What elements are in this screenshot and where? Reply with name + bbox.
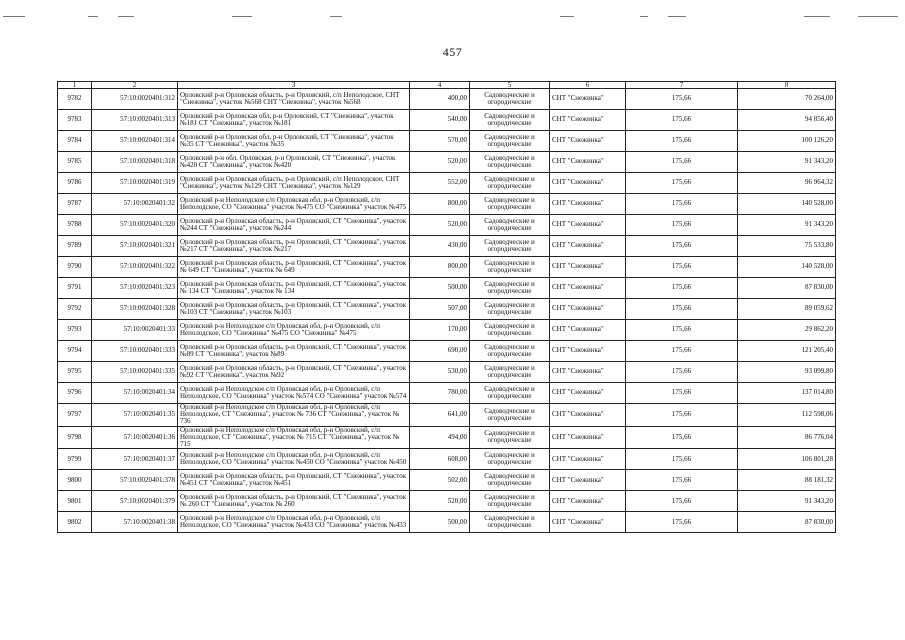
organization-cell: СНТ "Снежинка" bbox=[550, 470, 626, 491]
plot-address-cell: Орловский р-н Орловская область, р-н Орловский, СТ "Снежинка", участок №217 СТ "Снежинка", участок №217 bbox=[178, 236, 410, 257]
cadastral-number-cell: 57:10:0020401:35 bbox=[92, 404, 178, 427]
plot-area-cell: 800,00 bbox=[410, 257, 470, 278]
land-use-cell: Садоводческие и огородические bbox=[470, 131, 550, 152]
cadastral-value-cell: 137 014,80 bbox=[738, 383, 836, 404]
organization-cell: СНТ "Снежинка" bbox=[550, 236, 626, 257]
plot-address-cell: Орловский р-н Орловская область, р-н Орловский, СТ "Снежинка", участок № 649 СТ "Снежинка", участок № 649 bbox=[178, 257, 410, 278]
cadastral-value-cell: 93 099,80 bbox=[738, 362, 836, 383]
cadastral-value-cell: 96 964,32 bbox=[738, 173, 836, 194]
cadastral-value-cell: 106 801,28 bbox=[738, 449, 836, 470]
organization-cell: СНТ "Снежинка" bbox=[550, 320, 626, 341]
unit-price-cell: 175,66 bbox=[626, 173, 738, 194]
unit-price-cell: 175,66 bbox=[626, 341, 738, 362]
cadastral-value-cell: 121 205,40 bbox=[738, 341, 836, 362]
unit-price-cell: 175,66 bbox=[626, 278, 738, 299]
cadastral-value-cell: 86 776,04 bbox=[738, 426, 836, 449]
column-header: 8 bbox=[738, 82, 836, 89]
land-use-cell: Садоводческие и огородические bbox=[470, 491, 550, 512]
column-number-row bbox=[58, 82, 836, 89]
plot-area-cell: 780,00 bbox=[410, 383, 470, 404]
land-use-cell: Садоводческие и огородические bbox=[470, 362, 550, 383]
land-plots-table bbox=[57, 81, 836, 533]
plot-address-cell: Орловский р-н Орловская область, р-н Орловский, СТ "Снежинка", участок № 260 СТ "Снежинка", участок № 260 bbox=[178, 491, 410, 512]
plot-area-cell: 430,00 bbox=[410, 236, 470, 257]
unit-price-cell: 175,66 bbox=[626, 449, 738, 470]
unit-price-cell: 175,66 bbox=[626, 194, 738, 215]
organization-cell: СНТ "Снежинка" bbox=[550, 449, 626, 470]
cadastral-value-cell: 94 856,40 bbox=[738, 110, 836, 131]
cadastral-value-cell: 89 059,62 bbox=[738, 299, 836, 320]
unit-price-cell: 175,66 bbox=[626, 110, 738, 131]
plot-address-cell: Орловский р-н Неполодское с/п Орловская обл, р-н Орловский, с/п Неполодское, СТ "Снежинка", участок № 715 СТ "Снежинка", участок № 715 bbox=[178, 426, 410, 449]
row-number-cell: 9782 bbox=[58, 89, 92, 110]
row-number-cell: 9795 bbox=[58, 362, 92, 383]
cadastral-number-cell: 57:10:0020401:323 bbox=[92, 278, 178, 299]
plot-address-cell: Орловский р-н Орловская область, р-н Орловский, с/п Неполодское, СНТ "Снежинка", участок №129 СНТ "Снежинка", участок №129 bbox=[178, 173, 410, 194]
cadastral-value-cell: 91 343,20 bbox=[738, 491, 836, 512]
row-number-cell: 9787 bbox=[58, 194, 92, 215]
table-row bbox=[58, 320, 836, 341]
plot-address-cell: Орловский р-н Орловская область, р-н Орловский, СТ "Снежинка", участок №89 СТ "Снежинка", участок №89 bbox=[178, 341, 410, 362]
plot-area-cell: 520,00 bbox=[410, 152, 470, 173]
cadastral-number-cell: 57:10:0020401:335 bbox=[92, 362, 178, 383]
plot-area-cell: 494,00 bbox=[410, 426, 470, 449]
organization-cell: СНТ "Снежинка" bbox=[550, 404, 626, 427]
plot-area-cell: 690,00 bbox=[410, 341, 470, 362]
cadastral-value-cell: 29 862,20 bbox=[738, 320, 836, 341]
plot-area-cell: 552,00 bbox=[410, 173, 470, 194]
organization-cell: СНТ "Снежинка" bbox=[550, 131, 626, 152]
cadastral-number-cell: 57:10:0020401:312 bbox=[92, 89, 178, 110]
cadastral-value-cell: 91 343,20 bbox=[738, 152, 836, 173]
plot-address-cell: Орловский р-н Орловская область, р-н Орловский, СТ "Снежинка", участок №244 СТ "Снежинка", участок №244 bbox=[178, 215, 410, 236]
plot-address-cell: Орловский р-н Орловская область, р-н Орловский, СТ "Снежинка", участок №92 СТ "Снежинка", участок №92 bbox=[178, 362, 410, 383]
table-row bbox=[58, 194, 836, 215]
land-use-cell: Садоводческие и огородические bbox=[470, 470, 550, 491]
plot-address-cell: Орловский р-н Неполодское с/п Орловская обл, р-н Орловский, с/п Неполодское, СО "Снежинка" участок №475 СО "Снежинка" участок №475 bbox=[178, 194, 410, 215]
table-row bbox=[58, 257, 836, 278]
row-number-cell: 9788 bbox=[58, 215, 92, 236]
column-header: 7 bbox=[626, 82, 738, 89]
land-use-cell: Садоводческие и огородические bbox=[470, 194, 550, 215]
row-number-cell: 9797 bbox=[58, 404, 92, 427]
land-use-cell: Садоводческие и огородические bbox=[470, 299, 550, 320]
organization-cell: СНТ "Снежинка" bbox=[550, 173, 626, 194]
land-use-cell: Садоводческие и огородические bbox=[470, 110, 550, 131]
organization-cell: СНТ "Снежинка" bbox=[550, 215, 626, 236]
unit-price-cell: 175,66 bbox=[626, 362, 738, 383]
plot-area-cell: 608,00 bbox=[410, 449, 470, 470]
plot-address-cell: Орловский р-н Неполодское с/п Орловская обл, р-н Орловский, с/п Неполодское, СТ "Снежинка", участок № 736 СТ "Снежинка", участок № 736 bbox=[178, 404, 410, 427]
cadastral-value-cell: 70 264,00 bbox=[738, 89, 836, 110]
land-use-cell: Садоводческие и огородические bbox=[470, 257, 550, 278]
cadastral-number-cell: 57:10:0020401:314 bbox=[92, 131, 178, 152]
land-use-cell: Садоводческие и огородические bbox=[470, 236, 550, 257]
row-number-cell: 9784 bbox=[58, 131, 92, 152]
cadastral-number-cell: 57:10:0020401:319 bbox=[92, 173, 178, 194]
table-row bbox=[58, 215, 836, 236]
unit-price-cell: 175,66 bbox=[626, 257, 738, 278]
plot-area-cell: 520,00 bbox=[410, 215, 470, 236]
cadastral-value-cell: 140 528,00 bbox=[738, 257, 836, 278]
cadastral-number-cell: 57:10:0020401:321 bbox=[92, 236, 178, 257]
row-number-cell: 9798 bbox=[58, 426, 92, 449]
plot-address-cell: Орловский р-н Неполодское с/п Орловская обл, р-н Орловский, с/п Неполодское, СО "Снежинка" участок №574 СО "Снежинка" участок №574 bbox=[178, 383, 410, 404]
table-row bbox=[58, 512, 836, 533]
land-use-cell: Садоводческие и огородические bbox=[470, 512, 550, 533]
plot-address-cell: Орловский р-н Орловская область, р-н Орловский, СТ "Снежинка", участок №103 СТ "Снежинка", участок №103 bbox=[178, 299, 410, 320]
unit-price-cell: 175,66 bbox=[626, 426, 738, 449]
cadastral-number-cell: 57:10:0020401:37 bbox=[92, 449, 178, 470]
land-use-cell: Садоводческие и огородические bbox=[470, 426, 550, 449]
cadastral-number-cell: 57:10:0020401:322 bbox=[92, 257, 178, 278]
land-use-cell: Садоводческие и огородические bbox=[470, 278, 550, 299]
organization-cell: СНТ "Снежинка" bbox=[550, 110, 626, 131]
plot-area-cell: 500,00 bbox=[410, 512, 470, 533]
organization-cell: СНТ "Снежинка" bbox=[550, 257, 626, 278]
unit-price-cell: 175,66 bbox=[626, 236, 738, 257]
plot-address-cell: Орловский р-н Орловская область, р-н Орловский, СТ "Снежинка", участок №451 СТ "Снежинка", участок №451 bbox=[178, 470, 410, 491]
table-row bbox=[58, 449, 836, 470]
table-row bbox=[58, 89, 836, 110]
table-row bbox=[58, 173, 836, 194]
table-row bbox=[58, 299, 836, 320]
table-row bbox=[58, 152, 836, 173]
table-row bbox=[58, 404, 836, 427]
organization-cell: СНТ "Снежинка" bbox=[550, 278, 626, 299]
organization-cell: СНТ "Снежинка" bbox=[550, 491, 626, 512]
table-row bbox=[58, 362, 836, 383]
plot-area-cell: 570,00 bbox=[410, 131, 470, 152]
scan-artifact bbox=[0, 16, 905, 22]
column-header: 6 bbox=[550, 82, 626, 89]
plot-area-cell: 520,00 bbox=[410, 491, 470, 512]
cadastral-value-cell: 100 126,20 bbox=[738, 131, 836, 152]
plot-area-cell: 507,00 bbox=[410, 299, 470, 320]
row-number-cell: 9789 bbox=[58, 236, 92, 257]
cadastral-value-cell: 91 343,20 bbox=[738, 215, 836, 236]
table-row bbox=[58, 491, 836, 512]
column-header: 2 bbox=[92, 82, 178, 89]
cadastral-value-cell: 87 830,00 bbox=[738, 512, 836, 533]
organization-cell: СНТ "Снежинка" bbox=[550, 194, 626, 215]
table-row bbox=[58, 426, 836, 449]
cadastral-number-cell: 57:10:0020401:32 bbox=[92, 194, 178, 215]
organization-cell: СНТ "Снежинка" bbox=[550, 383, 626, 404]
table-row bbox=[58, 110, 836, 131]
land-use-cell: Садоводческие и огородические bbox=[470, 215, 550, 236]
organization-cell: СНТ "Снежинка" bbox=[550, 426, 626, 449]
unit-price-cell: 175,66 bbox=[626, 404, 738, 427]
land-use-cell: Садоводческие и огородические bbox=[470, 341, 550, 362]
land-use-cell: Садоводческие и огородические bbox=[470, 320, 550, 341]
land-use-cell: Садоводческие и огородические bbox=[470, 404, 550, 427]
organization-cell: СНТ "Снежинка" bbox=[550, 299, 626, 320]
land-use-cell: Садоводческие и огородические bbox=[470, 152, 550, 173]
row-number-cell: 9792 bbox=[58, 299, 92, 320]
plot-area-cell: 641,00 bbox=[410, 404, 470, 427]
plot-address-cell: Орловский р-н Орловская область, р-н Орловский, СТ "Снежинка", участок № 134 СТ "Снежинка", участок № 134 bbox=[178, 278, 410, 299]
cadastral-value-cell: 140 528,00 bbox=[738, 194, 836, 215]
cadastral-value-cell: 75 533,80 bbox=[738, 236, 836, 257]
unit-price-cell: 175,66 bbox=[626, 512, 738, 533]
plot-area-cell: 502,00 bbox=[410, 470, 470, 491]
row-number-cell: 9793 bbox=[58, 320, 92, 341]
plot-area-cell: 400,00 bbox=[410, 89, 470, 110]
table-row bbox=[58, 341, 836, 362]
table-row bbox=[58, 131, 836, 152]
row-number-cell: 9802 bbox=[58, 512, 92, 533]
row-number-cell: 9786 bbox=[58, 173, 92, 194]
cadastral-value-cell: 112 598,06 bbox=[738, 404, 836, 427]
unit-price-cell: 175,66 bbox=[626, 89, 738, 110]
cadastral-number-cell: 57:10:0020401:34 bbox=[92, 383, 178, 404]
column-header: 4 bbox=[410, 82, 470, 89]
unit-price-cell: 175,66 bbox=[626, 215, 738, 236]
row-number-cell: 9783 bbox=[58, 110, 92, 131]
plot-address-cell: Орловский р-н Орловская обл, р-н Орловский, СТ "Снежинка", участок №181 СТ "Снежинка", участок №181 bbox=[178, 110, 410, 131]
unit-price-cell: 175,66 bbox=[626, 131, 738, 152]
plot-area-cell: 170,00 bbox=[410, 320, 470, 341]
plot-address-cell: Орловский р-н Орловская область, р-н Орловский, с/п Неполодское, СНТ "Снежинка", участок №568 СНТ "Снежинка", участок №568 bbox=[178, 89, 410, 110]
row-number-cell: 9800 bbox=[58, 470, 92, 491]
table-row bbox=[58, 236, 836, 257]
organization-cell: СНТ "Снежинка" bbox=[550, 341, 626, 362]
land-use-cell: Садоводческие и огородические bbox=[470, 173, 550, 194]
organization-cell: СНТ "Снежинка" bbox=[550, 152, 626, 173]
table-row bbox=[58, 383, 836, 404]
cadastral-number-cell: 57:10:0020401:328 bbox=[92, 299, 178, 320]
organization-cell: СНТ "Снежинка" bbox=[550, 512, 626, 533]
plot-address-cell: Орловский р-н обл. Орловская, р-н Орловский, СТ "Снежинка", участок №420 СТ "Снежинка", участок №420 bbox=[178, 152, 410, 173]
column-header: 3 bbox=[178, 82, 410, 89]
plot-area-cell: 530,00 bbox=[410, 362, 470, 383]
table-row bbox=[58, 278, 836, 299]
row-number-cell: 9801 bbox=[58, 491, 92, 512]
cadastral-number-cell: 57:10:0020401:33 bbox=[92, 320, 178, 341]
cadastral-number-cell: 57:10:0020401:379 bbox=[92, 491, 178, 512]
row-number-cell: 9785 bbox=[58, 152, 92, 173]
unit-price-cell: 175,66 bbox=[626, 470, 738, 491]
cadastral-number-cell: 57:10:0020401:333 bbox=[92, 341, 178, 362]
unit-price-cell: 175,66 bbox=[626, 491, 738, 512]
column-header: 1 bbox=[58, 82, 92, 89]
land-use-cell: Садоводческие и огородические bbox=[470, 383, 550, 404]
cadastral-number-cell: 57:10:0020401:36 bbox=[92, 426, 178, 449]
unit-price-cell: 175,66 bbox=[626, 152, 738, 173]
land-use-cell: Садоводческие и огородические bbox=[470, 89, 550, 110]
plot-area-cell: 500,00 bbox=[410, 278, 470, 299]
unit-price-cell: 175,66 bbox=[626, 299, 738, 320]
plot-address-cell: Орловский р-н Неполодское с/п Орловская обл, р-н Орловский, с/п Неполодское, СО "Снежинка" №475 СО "Снежинка" №475 bbox=[178, 320, 410, 341]
unit-price-cell: 175,66 bbox=[626, 320, 738, 341]
cadastral-number-cell: 57:10:0020401:318 bbox=[92, 152, 178, 173]
table-row bbox=[58, 470, 836, 491]
row-number-cell: 9799 bbox=[58, 449, 92, 470]
row-number-cell: 9790 bbox=[58, 257, 92, 278]
row-number-cell: 9794 bbox=[58, 341, 92, 362]
plot-address-cell: Орловский р-н Неполодское с/п Орловская обл, р-н Орловский, с/п Неполодское, СО "Снежинка" участок №450 СО "Снежинка" участок №450 bbox=[178, 449, 410, 470]
cadastral-number-cell: 57:10:0020401:38 bbox=[92, 512, 178, 533]
unit-price-cell: 175,66 bbox=[626, 383, 738, 404]
organization-cell: СНТ "Снежинка" bbox=[550, 89, 626, 110]
cadastral-value-cell: 87 830,00 bbox=[738, 278, 836, 299]
organization-cell: СНТ "Снежинка" bbox=[550, 362, 626, 383]
plot-area-cell: 540,00 bbox=[410, 110, 470, 131]
column-header: 5 bbox=[470, 82, 550, 89]
plot-address-cell: Орловский р-н Неполодское с/п Орловская обл, р-н Орловский, с/п Неполодское, СО "Снежинка" участок №433 СО "Снежинка" участок №433 bbox=[178, 512, 410, 533]
page-number: 457 bbox=[442, 45, 463, 59]
cadastral-number-cell: 57:10:0020401:313 bbox=[92, 110, 178, 131]
plot-area-cell: 800,00 bbox=[410, 194, 470, 215]
cadastral-number-cell: 57:10:0020401:320 bbox=[92, 215, 178, 236]
row-number-cell: 9796 bbox=[58, 383, 92, 404]
land-use-cell: Садоводческие и огородические bbox=[470, 449, 550, 470]
plot-address-cell: Орловский р-н Орловская обл, р-н Орловский, СТ "Снежинка", участок №35 СТ "Снежинка", участок №35 bbox=[178, 131, 410, 152]
cadastral-value-cell: 88 181,32 bbox=[738, 470, 836, 491]
row-number-cell: 9791 bbox=[58, 278, 92, 299]
cadastral-number-cell: 57:10:0020401:378 bbox=[92, 470, 178, 491]
